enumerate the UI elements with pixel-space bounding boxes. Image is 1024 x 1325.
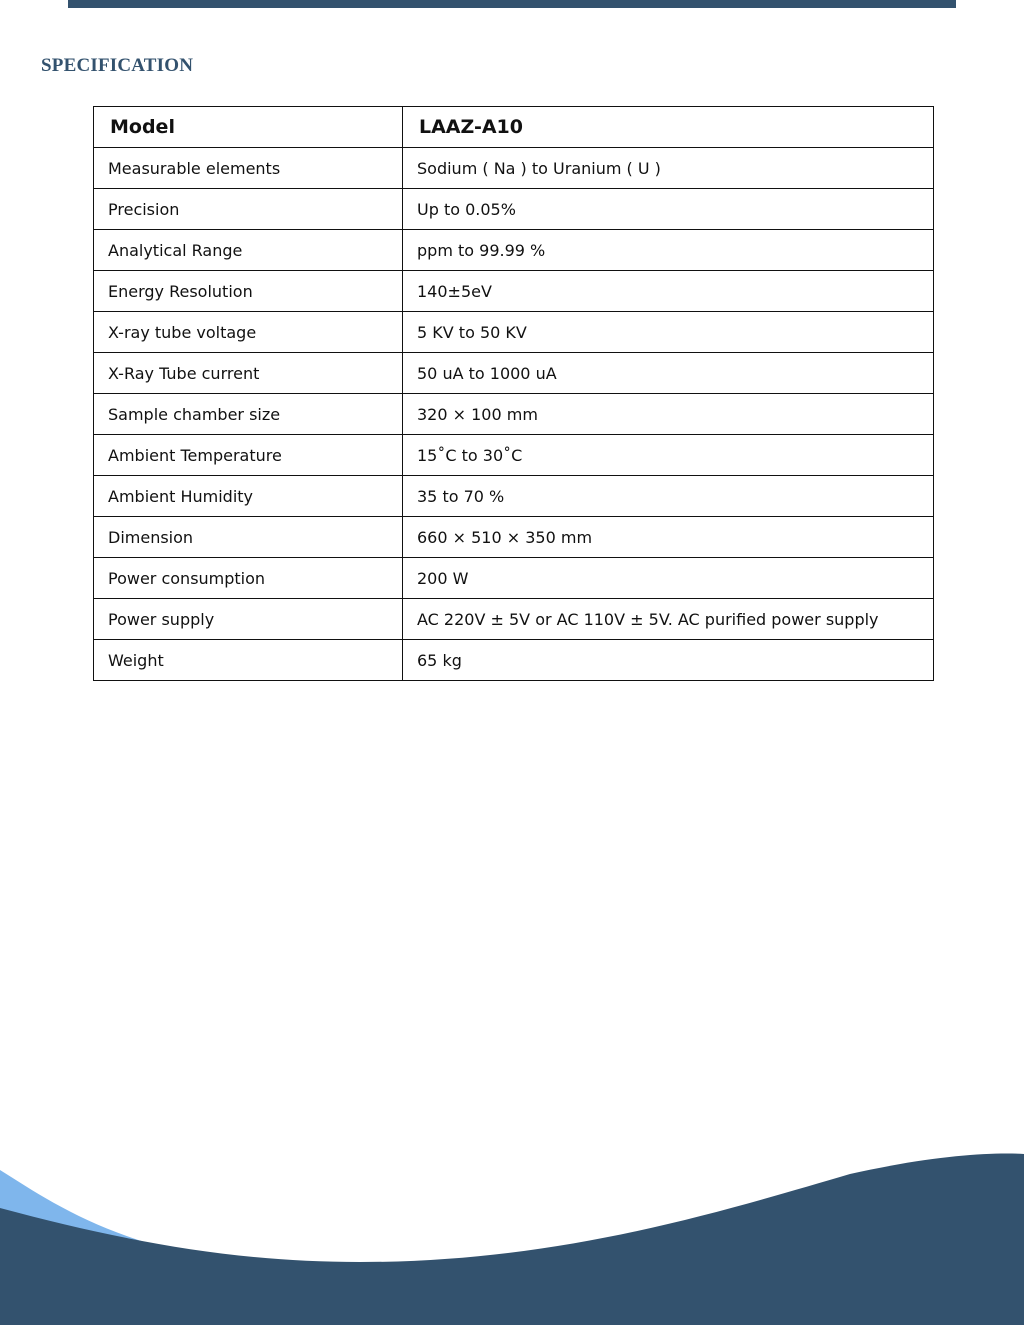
spec-label: Analytical Range [94, 230, 403, 271]
header-label-cell: Model [94, 107, 403, 148]
footer-wave-decoration [0, 1150, 1024, 1325]
table-row [94, 476, 934, 517]
spec-value: 65 kg [403, 640, 934, 681]
table-row [94, 189, 934, 230]
spec-value: Up to 0.05% [403, 189, 934, 230]
spec-label: X-Ray Tube current [94, 353, 403, 394]
header-value-cell: LAAZ-A10 [403, 107, 934, 148]
table-row [94, 558, 934, 599]
footer-wave-dark [0, 1154, 1024, 1325]
table-row [94, 640, 934, 681]
table-row [94, 230, 934, 271]
spec-value: 320 × 100 mm [403, 394, 934, 435]
section-title: SPECIFICATION [41, 55, 194, 76]
table-row [94, 148, 934, 189]
table-row [94, 599, 934, 640]
spec-value: ppm to 99.99 % [403, 230, 934, 271]
table-row [94, 435, 934, 476]
table-row [94, 394, 934, 435]
spec-label: Weight [94, 640, 403, 681]
table-row [94, 353, 934, 394]
spec-label: Energy Resolution [94, 271, 403, 312]
spec-label: Power consumption [94, 558, 403, 599]
table-row [94, 517, 934, 558]
table-header-row [94, 107, 934, 148]
spec-value: Sodium ( Na ) to Uranium ( U ) [403, 148, 934, 189]
spec-label: X-ray tube voltage [94, 312, 403, 353]
spec-label: Dimension [94, 517, 403, 558]
spec-label: Sample chamber size [94, 394, 403, 435]
spec-value: 660 × 510 × 350 mm [403, 517, 934, 558]
spec-value: 140±5eV [403, 271, 934, 312]
spec-value: 5 KV to 50 KV [403, 312, 934, 353]
spec-label: Measurable elements [94, 148, 403, 189]
spec-value: 200 W [403, 558, 934, 599]
spec-value: AC 220V ± 5V or AC 110V ± 5V. AC purified power supply [403, 599, 934, 640]
spec-value: 35 to 70 % [403, 476, 934, 517]
spec-label: Ambient Temperature [94, 435, 403, 476]
table-row [94, 271, 934, 312]
spec-label: Precision [94, 189, 403, 230]
table-row [94, 312, 934, 353]
specification-table [93, 106, 934, 681]
top-accent-bar [68, 0, 956, 8]
spec-value: 15˚C to 30˚C [403, 435, 934, 476]
spec-value: 50 uA to 1000 uA [403, 353, 934, 394]
spec-label: Power supply [94, 599, 403, 640]
spec-label: Ambient Humidity [94, 476, 403, 517]
